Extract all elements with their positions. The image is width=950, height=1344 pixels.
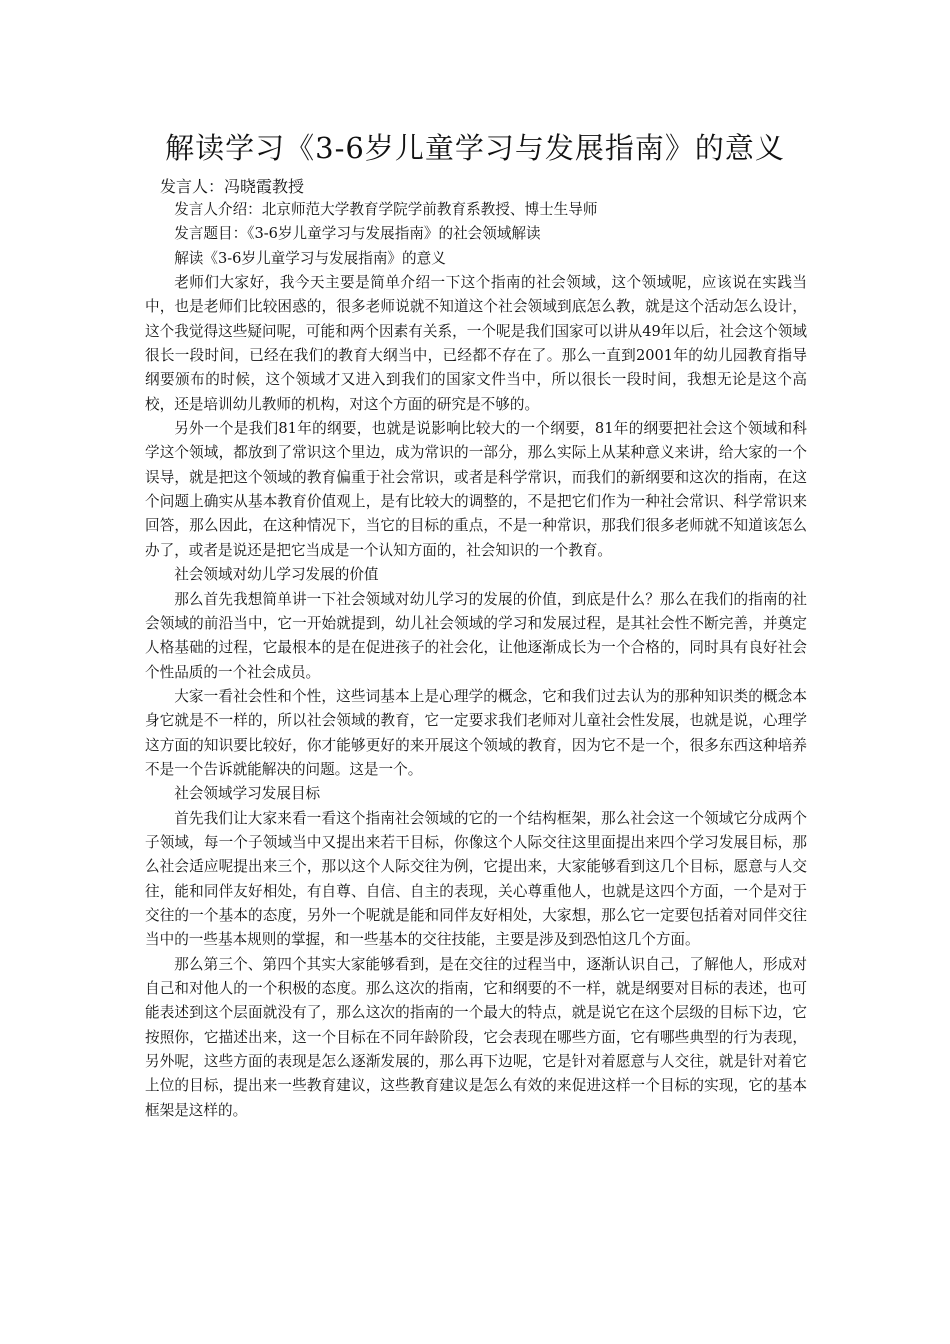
paragraph: 另外一个是我们81年的纲要，也就是说影响比较大的一个纲要，81年的纲要把社会这个领域和科学这个领域，都放到了常识这个里边，成为常识的一部分，那么实际上从某种意义来讲，给大家的一个误导，就是把这个领域的教育偏重于社会常识，或者是科学常识，而我们的新纲要和这次的指南，在这个问题上确实从基本教育价值观上，是有比较大的调整的，不是把它们作为一种社会常识、科学常识来回答，那么因此，在这种情况下，当它的目标的重点，不是一种常识，那我们很多老师就不知道该怎么办了，或者是说还是把它当成是一个认知方面的，社会知识的一个教育。 [145, 420, 807, 559]
paragraph: 首先我们让大家来看一看这个指南社会领域的它的一个结构框架，那么社会这一个领域它分成两个子领域，每一个子领域当中又提出来若干目标，你像这个人际交往这里面提出来四个学习发展目标，那么社会适应呢提出来三个，那以这个人际交往为例，它提出来，大家能够看到这几个目标，愿意与人交往，能和同伴友好相处，有自尊、自信、自主的表现，关心尊重他人，也就是这四个方面，一个是对于交往的一个基本的态度，另外一个呢就是能和同伴友好相处，大家想，那么它一定要包括着对同伴交往当中的一些基本规则的掌握，和一些基本的交往技能，主要是涉及到恐怕这几个方面。 [145, 809, 807, 949]
paragraph: 解读《3-6岁儿童学习与发展指南》的意义 [174, 249, 446, 267]
document-body [145, 198, 807, 1123]
section-heading: 社会领域学习发展目标 [174, 785, 321, 803]
paragraph: 老师们大家好，我今天主要是简单介绍一下这个指南的社会领域，这个领域呢，应该说在实践当中，也是老师们比较困惑的，很多老师说就不知道这个社会领域到底怎么教，就是这个活动怎么设计，这个我觉得这些疑问呢，可能和两个因素有关系，一个呢是我们国家可以讲从49年以后，社会这个领域很长一段时间，已经在我们的教育大纲当中，已经都不存在了。那么一直到2001年的幼儿园教育指导纲要颁布的时候，这个领域才又进入到我们的国家文件当中，所以很长一段时间，我想无论是这个高校，还是培训幼儿教师的机构，对这个方面的研究是不够的。 [145, 274, 807, 413]
paragraph: 发言人介绍：北京师范大学教育学院学前教育系教授、博士生导师 [174, 201, 598, 218]
section-heading: 社会领域对幼儿学习发展的价值 [174, 566, 379, 584]
paragraph: 大家一看社会性和个性，这些词基本上是心理学的概念，它和我们过去认为的那种知识类的概念本身它就是不一样的，所以社会领域的教育，它一定要求我们老师对儿童社会性发展，也就是说，心理学这方面的知识要比较好，你才能够更好的来开展这个领域的教育，因为它不是一个，很多东西这种培养不是一个告诉就能解决的问题。这是一个。 [145, 687, 807, 778]
paragraph: 那么第三个、第四个其实大家能够看到，是在交往的过程当中，逐渐认识自己，了解他人，形成对自己和对他人的一个积极的态度。那么这次的指南，它和纲要的不一样，就是纲要对目标的表述，也可能表述到这个层面就没有了，那么这次的指南的一个最大的特点，就是说它在这个层级的目标下边，它按照你，它描述出来，这一个目标在不同年龄阶段，它会表现在哪些方面，它有哪些典型的行为表现，另外呢，这些方面的表现是怎么逐渐发展的，那么再下边呢，它是针对着愿意与人交往，就是针对着它上位的目标，提出来一些教育建议，这些教育建议是怎么有效的来促进这样一个目标的实现，它的基本框架是这样的。 [145, 955, 807, 1119]
paragraph: 发言题目：《3-6岁儿童学习与发展指南》的社会领域解读 [174, 225, 541, 243]
paragraph: 那么首先我想简单讲一下社会领域对幼儿学习的发展的价值，到底是什么？那么在我们的指南的社会领域的前沿当中，它一开始就提到，幼儿社会领域的学习和发展过程，是其社会性不断完善，并奠定人格基础的过程，它最根本的是在促进孩子的社会化，让他逐渐成长为一个合格的，同时具有良好社会个性品质的一个社会成员。 [145, 590, 807, 681]
document-title: 解读学习《3-6岁儿童学习与发展指南》的意义 [165, 131, 785, 165]
speaker-line: 发言人：冯晓霞教授 [160, 177, 305, 196]
